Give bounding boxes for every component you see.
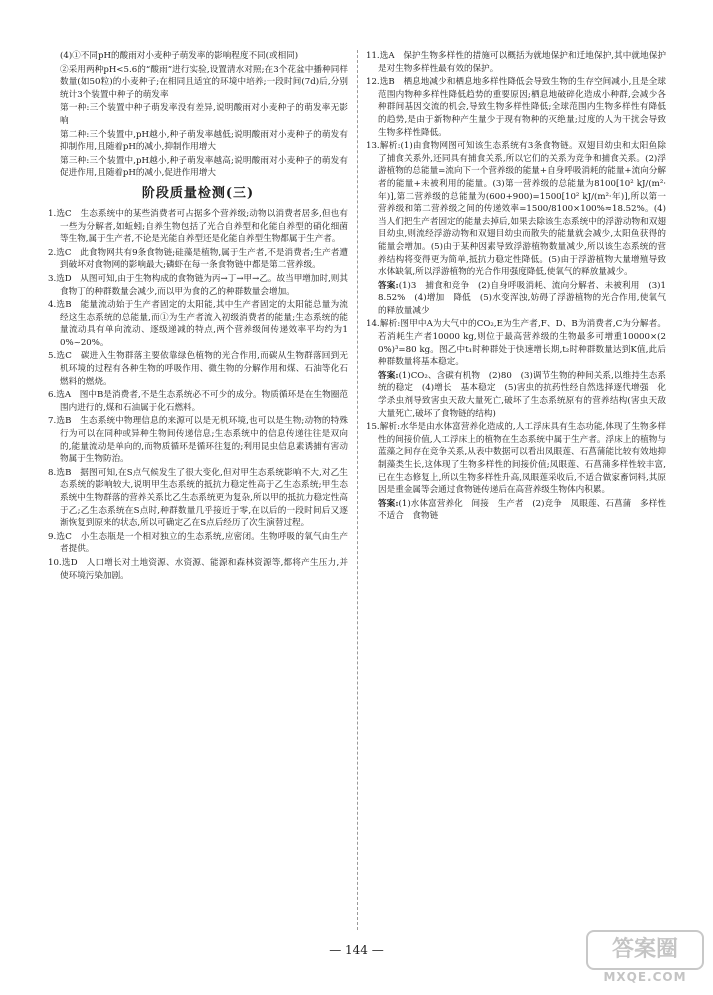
section-title: 阶段质量检测(三) [141,185,255,201]
answer-13-text: (1)3 捕食和竞争 (2)自身呼吸消耗、流向分解者、未被利用 (3)18.52% (4)增加 降低 (5)水变浑浊,妨碍了浮游植物的光合作用,使氧气的释放量减少 [378,280,666,316]
answer-item-1: 1.选C 生态系统中的某些消费者可占据多个营养级;动物以消费者居多,但也有一些为分解者,如蚯蚓;自养生物包括了光合自养型和化能自养型的硝化细菌等生物,属于生产者,不论是光能自养型还是化能自养型生物都属于生产者。 [48,208,348,245]
intro-item: 第一种:三个装置中种子萌发率没有差异,说明酸雨对小麦种子的萌发率无影响 [60,103,348,126]
answer-item-12: 12.选B 栖息地减少和栖息地多样性降低会导致生物的生存空间减小,且是全球范围内物种多样性降低趋势的重要原因;栖息地破碎化造成小种群,会减少各种群间基因交流的机会,导致生物多样性降低;全球范围内生物多样性有降低的趋势,是由于新物种产生量少于现有物种的灭绝量;过度的人为干扰会导致生物多样性降低。 [366,77,666,138]
answer-15-text: (1)水体富营养化 间接 生产者 (2)竞争 凤眼莲、石菖蒲 多样性 不适合 食物链 [378,498,675,522]
intro-item: 第二种:三个装置中,pH越小,种子萌发率越低;说明酸雨对小麦种子的萌发有抑制作用,且随着pH的减小,抑制作用增大 [60,129,348,153]
answer-14-block [366,370,666,420]
answer-item-11: 11.选A 保护生物多样性的措施可以概括为就地保护和迁地保护,其中就地保护是对生物多样性最有效的保护。 [366,51,666,74]
intro-item: 第三种:三个装置中,pH越小,种子萌发率越高;说明酸雨对小麦种子的萌发有促进作用,且随着pH的减小,促进作用增大 [60,155,348,179]
answer-item-6: 6.选A 图中B是消费者,不是生态系统必不可少的成分。物质循环是在生物圈范围内进行的,煤和石油属于化石燃料。 [48,390,348,413]
answer-13-block [366,280,666,318]
watermark-logo [586,930,704,986]
answer-label: 答案: [378,280,399,291]
answer-item-14: 14.解析:图甲中A为大气中的CO₂,E为生产者,F、D、B为消费者,C为分解者。若消耗生产者10000 kg,则位于最高营养级的生物最多可增重10000×(20%)³=80 kg。图乙中t₁时种群处于快速增长期,t₂时种群数量达到K值,此后种群数量将基本稳定。 [366,319,666,368]
answer-label: 答案: [378,498,399,509]
column-divider [357,50,358,930]
watermark-logo-text: 答案圈 [586,930,704,970]
answer-item-5: 5.选C 碳进入生物群落主要依靠绿色植物的光合作用,而碳从生物群落回到无机环境的过程有各种生物的呼吸作用、微生物的分解作用和煤、石油等化石燃料的燃烧。 [48,351,348,387]
answer-15-block [366,498,675,523]
left-column [48,50,348,583]
intro-item: (4)①不同pH的酸雨对小麦种子萌发率的影响程度不同(或相同) [60,51,299,61]
answer-item-3: 3.选D 从图可知,由于生物构成的食物链为丙→丁→甲→乙。故当甲增加时,则其食物丁的种群数量会减少,而以甲为食的乙的种群数量会增加。 [48,273,348,297]
page-number: — 144 — [329,943,384,957]
answer-item-8: 8.选B 据图可知,在S点气候发生了很大变化,但对甲生态系统影响不大,对乙生态系统的影响较大,说明甲生态系统的抵抗力稳定性高于乙生态系统;甲生态系统中生物群落的营养关系比乙生态系统更为复杂,所以甲的抵抗力稳定性高于乙;乙生态系统在S点时,种群数量几乎接近于零,在以后的一段时间后又逐渐恢复到原来的状态,所以可确定乙在S点后经历了次生演替过程。 [48,467,348,529]
watermark-url: MXQE.COM [603,970,687,984]
answer-item-15: 15.解析:水华是由水体富营养化造成的,人工浮床具有生态功能,体现了生物多样性的间接价值,人工浮床上的植物在生态系统中属于生产者。浮床上的植物与蓝藻之间存在竞争关系,从表中数据可以看出凤眼莲、石菖蒲能比较有效地抑制藻类生长,这体现了生物多样性的间接价值;凤眼莲、石菖蒲多样性较丰富,已在生态修复上,所以生物多样性升高,凤眼莲采收后,不适合做家畜饲料,其原因是重金属等会通过食物链传递后在高营养级生物体内积累。 [366,422,666,496]
answer-item-7: 7.选B 生态系统中物理信息的来源可以是无机环境,也可以是生物;动物的特殊行为可以在同种或异种生物间传递信息;生态系统中的信息传递往往是双向的,能量流动是单向的,而物质循环是循环往复的;利用昆虫信息素诱捕有害动物属于生物防治。 [48,416,348,465]
right-column [366,50,675,524]
answer-item-9: 9.选C 小生态瓶是一个相对独立的生态系统,应密闭。生物呼吸的氧气由生产者提供。 [48,531,348,555]
answer-label: 答案: [378,370,399,381]
answer-item-13: 13.解析:(1)由食物网图可知该生态系统有3条食物链。双翅目幼虫和太阳鱼除了捕食关系外,还同具有捕食关系,所以它们的关系为竞争和捕食关系。(2)浮游植物的总能量=流向下一个营养级的能量+自身呼吸消耗的能量+流向分解者的能量+未被利用的能量。(3)第一营养级的总能量为8100[10² kJ/(m²·年)],第二营养级的总能量为(600+900)=1500[10² kJ/(m²·年)],所以第一营养级和第二营养级之间的传递效率=1500/8100×100%≈18.52%。(4)当人们把生产者固定的能量去掉后,如果去除该生态系统中的浮游动物和双翅目幼虫,则流经浮游动物和双翅目幼虫而散失的能量就会减少,太阳鱼获得的能量会增加。(5)由于某种因素导致浮游植物数量减少,所以该生态系统的营养结构将变得更为简单,抵抗力稳定性降低。(5)由于浮游植物大量增殖导致水体缺氧,所以浮游植物的光合作用强度降低,使氧气的释放量减少。 [366,141,667,278]
intro-item: ②采用两种pH<5.6的“酸雨”进行实验,设置清水对照;在3个花盆中播种同样数量(如50粒)的小麦种子;在相同且适宜的环境中培养;一段时间(7d)后,分别统计3个装置中种子的萌发率 [60,64,348,100]
answer-item-2: 2.选C 此食物网共有9条食物链;硅藻是植物,属于生产者,不是消费者;生产者遭到破坏对食物网的影响最大;磷虾在每一条食物链中都是第二营养级。 [48,247,348,271]
answer-item-10: 10.选D 人口增长对土地资源、水资源、能源和森林资源等,都将产生压力,并使环境污染加剧。 [48,557,348,581]
answer-item-4: 4.选B 能量流动始于生产者固定的太阳能,其中生产者固定的太阳能总量为流经这生态系统的总能量,而①为生产者流入初级消费者的能量;生态系统的能量流动具有单向流动、逐级递减的特点,两个营养级间传递效率平均约为10%~20%。 [48,300,348,348]
answer-14-text: (1)CO₂、含碳有机物 (2)80 (3)调节生物的种间关系,以维持生态系统的稳定 (4)增长 基本稳定 (5)害虫的抗药性经自然选择逐代增强 化学杀虫剂导致害虫天敌大量死亡,破坏了生态系统原有的营养结构(害虫天敌大量死亡,破坏了食物链的结构) [378,370,666,419]
